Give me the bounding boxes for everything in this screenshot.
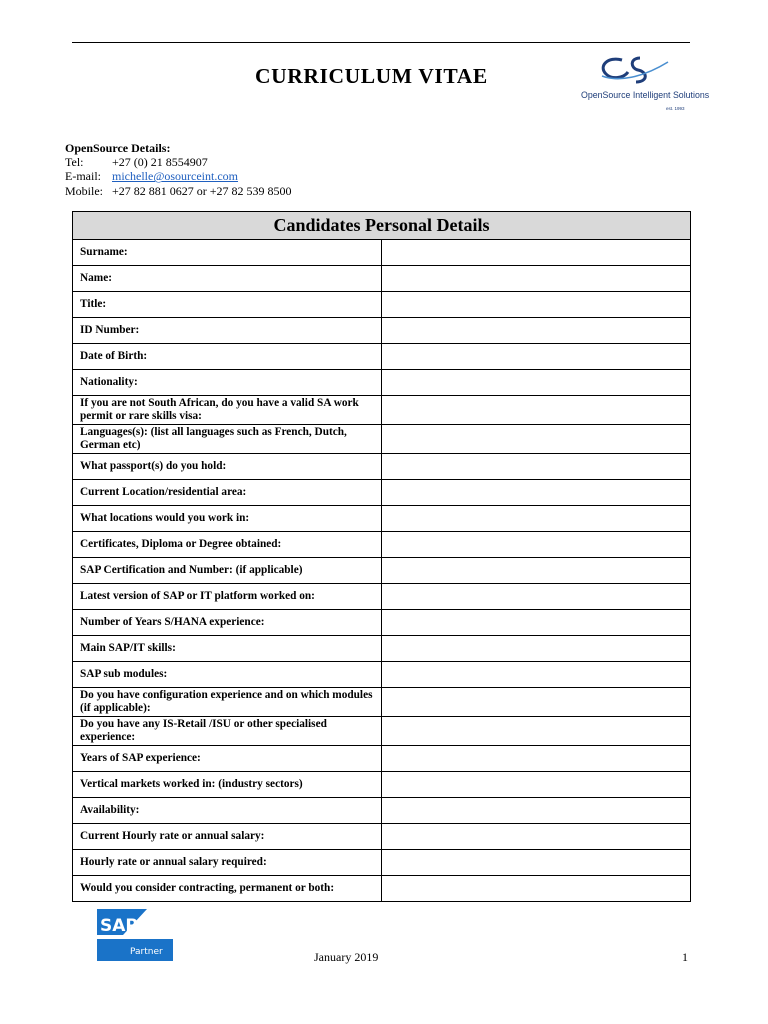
svg-text:OpenSource Intelligent Solutio: OpenSource Intelligent Solutions (581, 90, 710, 100)
answer-cell[interactable] (382, 850, 691, 876)
answer-cell[interactable] (382, 240, 691, 266)
answer-cell[interactable] (382, 798, 691, 824)
table-heading: Candidates Personal Details (73, 212, 691, 240)
answer-cell[interactable] (382, 688, 691, 717)
field-label: Main SAP/IT skills: (73, 636, 382, 662)
answer-cell[interactable] (382, 662, 691, 688)
email-label: E-mail: (65, 169, 101, 184)
answer-cell[interactable] (382, 370, 691, 396)
field-label: Would you consider contracting, permanent or both: (73, 876, 382, 902)
table-row (73, 824, 691, 850)
table-row (73, 318, 691, 344)
field-label: Date of Birth: (73, 344, 382, 370)
field-label: Nationality: (73, 370, 382, 396)
tel-label: Tel: (65, 155, 84, 170)
table-row (73, 532, 691, 558)
answer-cell[interactable] (382, 506, 691, 532)
field-label: Hourly rate or annual salary required: (73, 850, 382, 876)
table-row (73, 772, 691, 798)
document-title: CURRICULUM VITAE (255, 64, 488, 88)
opensource-details (65, 141, 292, 198)
table-row (73, 798, 691, 824)
answer-cell[interactable] (382, 876, 691, 902)
tel-row (65, 155, 292, 169)
field-label: If you are not South African, do you have a valid SA work permit or rare skills visa: (73, 396, 382, 425)
field-label: Name: (73, 266, 382, 292)
svg-text:est. 1993: est. 1993 (666, 106, 685, 111)
field-label: Number of Years S/HANA experience: (73, 610, 382, 636)
field-label: Do you have configuration experience and on which modules (if applicable): (73, 688, 382, 717)
table-row (73, 480, 691, 506)
email-row (65, 169, 292, 183)
table-row (73, 344, 691, 370)
field-label: Vertical markets worked in: (industry sectors) (73, 772, 382, 798)
table-row (73, 746, 691, 772)
table-row (73, 584, 691, 610)
table-row (73, 240, 691, 266)
email-link[interactable]: michelle@osourceint.com (112, 169, 239, 184)
table-row (73, 610, 691, 636)
answer-cell[interactable] (382, 532, 691, 558)
answer-cell[interactable] (382, 292, 691, 318)
field-label: Current Location/residential area: (73, 480, 382, 506)
field-label: Current Hourly rate or annual salary: (73, 824, 382, 850)
field-label: SAP Certification and Number: (if applicable) (73, 558, 382, 584)
mobile-label: Mobile: (65, 183, 103, 198)
answer-cell[interactable] (382, 266, 691, 292)
details-heading: OpenSource Details: (65, 141, 171, 155)
sap-partner-logo (97, 909, 173, 961)
table-row (73, 506, 691, 532)
table-row (73, 396, 691, 425)
table-row (73, 454, 691, 480)
field-label: Years of SAP experience: (73, 746, 382, 772)
page-number: 1 (682, 950, 688, 964)
field-label: Do you have any IS-Retail /ISU or other specialised experience: (73, 717, 382, 746)
answer-cell[interactable] (382, 344, 691, 370)
table-row (73, 717, 691, 746)
answer-cell[interactable] (382, 558, 691, 584)
answer-cell[interactable] (382, 425, 691, 454)
answer-cell[interactable] (382, 584, 691, 610)
tel-value: +27 (0) 21 8554907 (112, 155, 208, 170)
table-row (73, 266, 691, 292)
answer-cell[interactable] (382, 454, 691, 480)
field-label: What passport(s) do you hold: (73, 454, 382, 480)
field-label: What locations would you work in: (73, 506, 382, 532)
mobile-row (65, 184, 292, 198)
svg-text:Partner: Partner (130, 947, 163, 957)
table-row (73, 558, 691, 584)
table-row (73, 850, 691, 876)
answer-cell[interactable] (382, 746, 691, 772)
answer-cell[interactable] (382, 772, 691, 798)
table-row (73, 425, 691, 454)
field-label: Latest version of SAP or IT platform worked on: (73, 584, 382, 610)
opensource-logo (578, 52, 710, 116)
personal-details-table (72, 211, 691, 902)
answer-cell[interactable] (382, 636, 691, 662)
header-rule (72, 42, 690, 43)
answer-cell[interactable] (382, 610, 691, 636)
answer-cell[interactable] (382, 480, 691, 506)
answer-cell[interactable] (382, 824, 691, 850)
table-row (73, 662, 691, 688)
table-row (73, 370, 691, 396)
table-row (73, 636, 691, 662)
field-label: Languages(s): (list all languages such as French, Dutch, German etc) (73, 425, 382, 454)
answer-cell[interactable] (382, 717, 691, 746)
field-label: SAP sub modules: (73, 662, 382, 688)
field-label: Title: (73, 292, 382, 318)
table-row (73, 876, 691, 902)
mobile-value: +27 82 881 0627 or +27 82 539 8500 (112, 183, 292, 198)
footer-date: January 2019 (314, 950, 379, 964)
svg-text:SAP: SAP (100, 916, 138, 936)
field-label: Availability: (73, 798, 382, 824)
table-row (73, 292, 691, 318)
answer-cell[interactable] (382, 396, 691, 425)
table-row (73, 688, 691, 717)
field-label: ID Number: (73, 318, 382, 344)
field-label: Certificates, Diploma or Degree obtained: (73, 532, 382, 558)
answer-cell[interactable] (382, 318, 691, 344)
field-label: Surname: (73, 240, 382, 266)
